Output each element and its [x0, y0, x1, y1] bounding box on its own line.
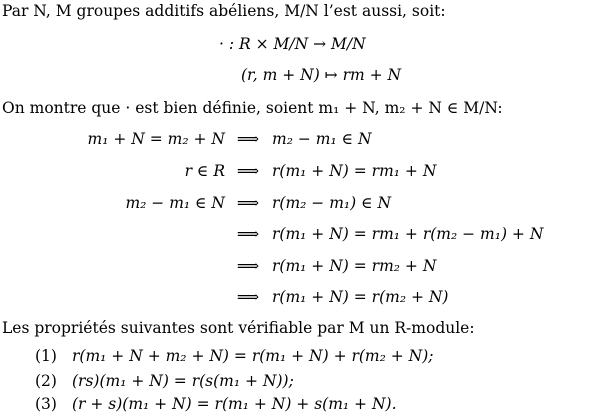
intro-text: Par N, M groupes additifs abéliens, M/N l’est aussi, soit:: [2, 2, 446, 20]
implies-symbol: ⟹: [236, 288, 260, 306]
implies-symbol: ⟹: [236, 162, 260, 180]
implication-rhs: r(m₁ + N) = rm₁ + N: [272, 162, 437, 180]
implies-symbol: ⟹: [236, 194, 260, 212]
property-text: (rs)(m₁ + N) = r(s(m₁ + N));: [72, 372, 294, 390]
implication-rhs: m₂ − m₁ ∈ N: [272, 130, 372, 148]
implication-lhs: m₁ + N = m₂ + N: [87, 130, 225, 148]
property-number: (3): [35, 395, 57, 413]
implies-symbol: ⟹: [236, 130, 260, 148]
map-definition: · : R × M/N → M/N: [219, 35, 366, 53]
implication-rhs: r(m₁ + N) = rm₁ + r(m₂ − m₁) + N: [272, 225, 544, 243]
property-text: r(m₁ + N + m₂ + N) = r(m₁ + N) + r(m₂ + N);: [72, 347, 434, 365]
well-defined-text: On montre que · est bien définie, soient m₁ + N, m₂ + N ∈ M/N:: [2, 99, 503, 117]
implication-rhs: r(m₁ + N) = rm₂ + N: [272, 257, 437, 275]
implication-rhs: r(m₂ − m₁) ∈ N: [272, 194, 392, 212]
implication-lhs: r ∈ R: [184, 162, 225, 180]
implies-symbol: ⟹: [236, 257, 260, 275]
map-rule: (r, m + N) ↦ rm + N: [241, 66, 402, 84]
implication-lhs: m₂ − m₁ ∈ N: [125, 194, 225, 212]
implication-rhs: r(m₁ + N) = r(m₂ + N): [272, 288, 449, 306]
implies-symbol: ⟹: [236, 225, 260, 243]
property-number: (1): [35, 347, 57, 365]
property-number: (2): [35, 372, 57, 390]
properties-intro: Les propriétés suivantes sont vérifiable par M un R-module:: [2, 319, 475, 337]
property-text: (r + s)(m₁ + N) = r(m₁ + N) + s(m₁ + N).: [72, 395, 397, 413]
